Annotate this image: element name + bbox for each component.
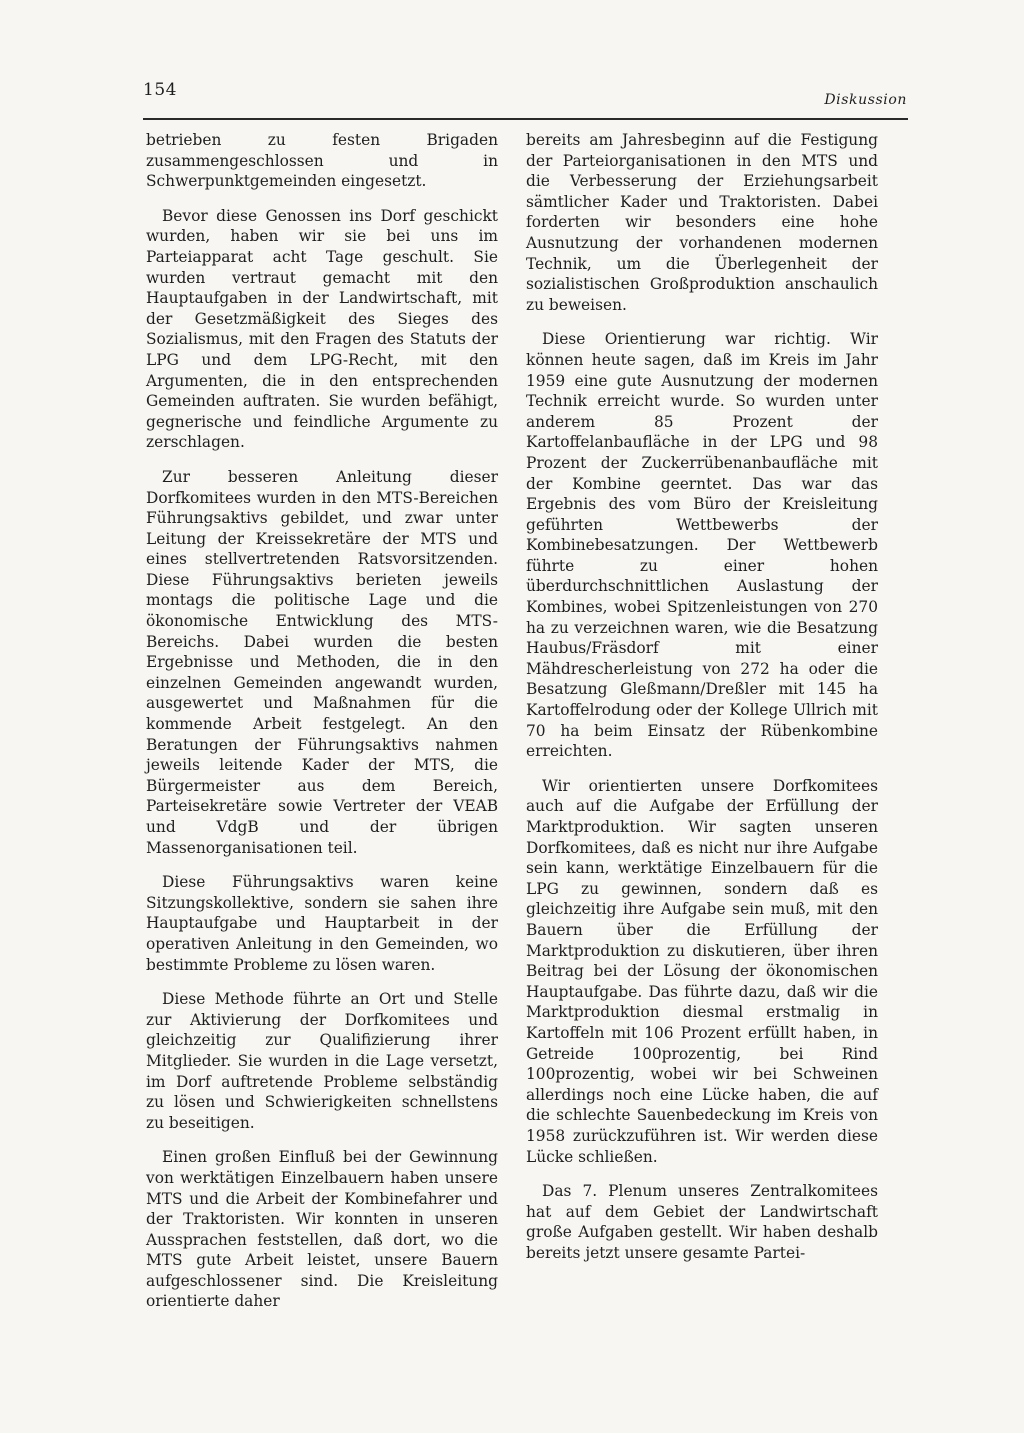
paragraph: Das 7. Plenum unseres Zentralkomitees hat auf dem Gebiet der Landwirtschaft große Aufgaben gestellt. Wir haben deshalb bereits jetzt unsere gesamte Partei-: [526, 1182, 878, 1262]
paragraph: Einen großen Einfluß bei der Gewinnung von werktätigen Einzelbauern haben unsere MTS und die Arbeit der Kombinefahrer und der Traktoristen. Wir konnten in unseren Aussprachen feststellen, daß dort, wo die MTS gute Arbeit leistet, unsere Bauern aufgeschlossener sind. Die Kreisleitung orientierte daher: [146, 1148, 498, 1311]
paragraph: Wir orientierten unsere Dorfkomitees auch auf die Aufgabe der Erfüllung der Marktproduktion. Wir sagten unseren Dorfkomitees, daß es nicht nur ihre Aufgabe sein kann, werktätige Einzelbauern für die LPG zu gewinnen, sondern daß es gleichzeitig ihre Aufgabe sein muß, mit den Bauern über die Erfüllung der Marktproduktion zu diskutieren, über ihren Beitrag bei der Lösung der ökonomischen Hauptaufgabe. Das führte dazu, daß wir die Marktproduktion diesmal erstmalig in Kartoffeln mit 106 Prozent erfüllt haben, in Getreide 100prozentig, bei Rind 100prozentig, wobei wir bei Schweinen allerdings noch eine Lücke haben, die auf die schlechte Sauenbedeckung im Kreis von 1958 zurückzuführen ist. Wir werden diese Lücke schließen.: [526, 776, 878, 1166]
paragraph: Bevor diese Genossen ins Dorf geschickt wurden, haben wir sie bei uns im Parteiapparat acht Tage geschult. Sie wurden vertraut gemacht mit den Hauptaufgaben in der Landwirtschaft, mit der Gesetzmäßigkeit des Sieges des Sozialismus, mit den Fragen des Statuts der LPG und dem LPG-Recht, mit den Argumenten, die in den entsprechenden Gemeinden auftraten. Sie wurden befähigt, gegnerische und feindliche Argumente zu zerschlagen.: [146, 206, 498, 452]
paragraph: betrieben zu festen Brigaden zusammengeschlossen und in Schwerpunktgemeinden eingesetzt.: [146, 131, 498, 191]
paragraph: Diese Führungsaktivs waren keine Sitzungskollektive, sondern sie sahen ihre Hauptaufgabe und Hauptarbeit in der operativen Anleitung in den Gemeinden, wo bestimmte Probleme zu lösen waren.: [146, 873, 498, 974]
paragraph: Diese Orientierung war richtig. Wir können heute sagen, daß im Kreis im Jahr 1959 eine gute Ausnutzung der modernen Technik erreicht wurde. So wurden unter anderem 85 Prozent der Kartoffelanbaufläche in der LPG und 98 Prozent der Zuckerrübenanbaufläche mit der Kombine geerntet. Das war das Ergebnis des vom Büro der Kreisleitung geführten Wettbewerbs der Kombinebesatzungen. Der Wettbewerb führte zu einer hohen überdurchschnittlichen Auslastung der Kombines, wobei Spitzenleistungen von 270 ha zu verzeichnen waren, wie die Besatzung Haubus/Fräsdorf mit einer Mähdrescherleistung von 272 ha oder die Besatzung Gleßmann/Dreßler mit 145 ha Kartoffelrodung oder der Kollege Ullrich mit 70 ha beim Einsatz der Rübenkombine erreichten.: [526, 330, 878, 761]
left-column: [146, 130, 498, 1326]
header-rule: [143, 118, 908, 120]
paragraph: Zur besseren Anleitung dieser Dorfkomitees wurden in den MTS-Bereichen Führungsaktivs gebildet, und zwar unter Leitung der Kreissekretäre der MTS und eines stellvertretenden Ratsvorsitzenden. Diese Führungsaktivs berieten jeweils montags die politische Lage und die ökonomische Entwicklung des MTS-Bereichs. Dabei wurden die besten Ergebnisse und Methoden, die in den einzelnen Gemeinden angewandt wurden, ausgewertet und Maßnahmen für die kommende Arbeit festgelegt. An den Beratungen der Führungsaktivs nahmen jeweils leitende Kader der MTS, die Bürgermeister aus dem Bereich, Parteisekretäre sowie Vertreter der VEAB und VdgB und der übrigen Massenorganisationen teil.: [146, 467, 498, 857]
running-title: Diskussion: [824, 92, 907, 108]
paragraph: Diese Methode führte an Ort und Stelle zur Aktivierung der Dorfkomitees und gleichzeitig zur Qualifizierung ihrer Mitglieder. Sie wurden in die Lage versetzt, im Dorf auftretende Probleme selbständig zu lösen und Schwierigkeiten schnellstens zu beseitigen.: [146, 990, 498, 1132]
page-number: 154: [143, 80, 177, 100]
paragraph: bereits am Jahresbeginn auf die Festigung der Parteiorganisationen in den MTS und die Verbesserung der Erziehungsarbeit sämtlicher Kader und Traktoristen. Dabei forderten wir besonders eine hohe Ausnutzung der vorhandenen modernen Technik, um die Überlegenheit der sozialistischen Großproduktion anschaulich zu beweisen.: [526, 131, 878, 314]
right-column: [526, 130, 878, 1277]
